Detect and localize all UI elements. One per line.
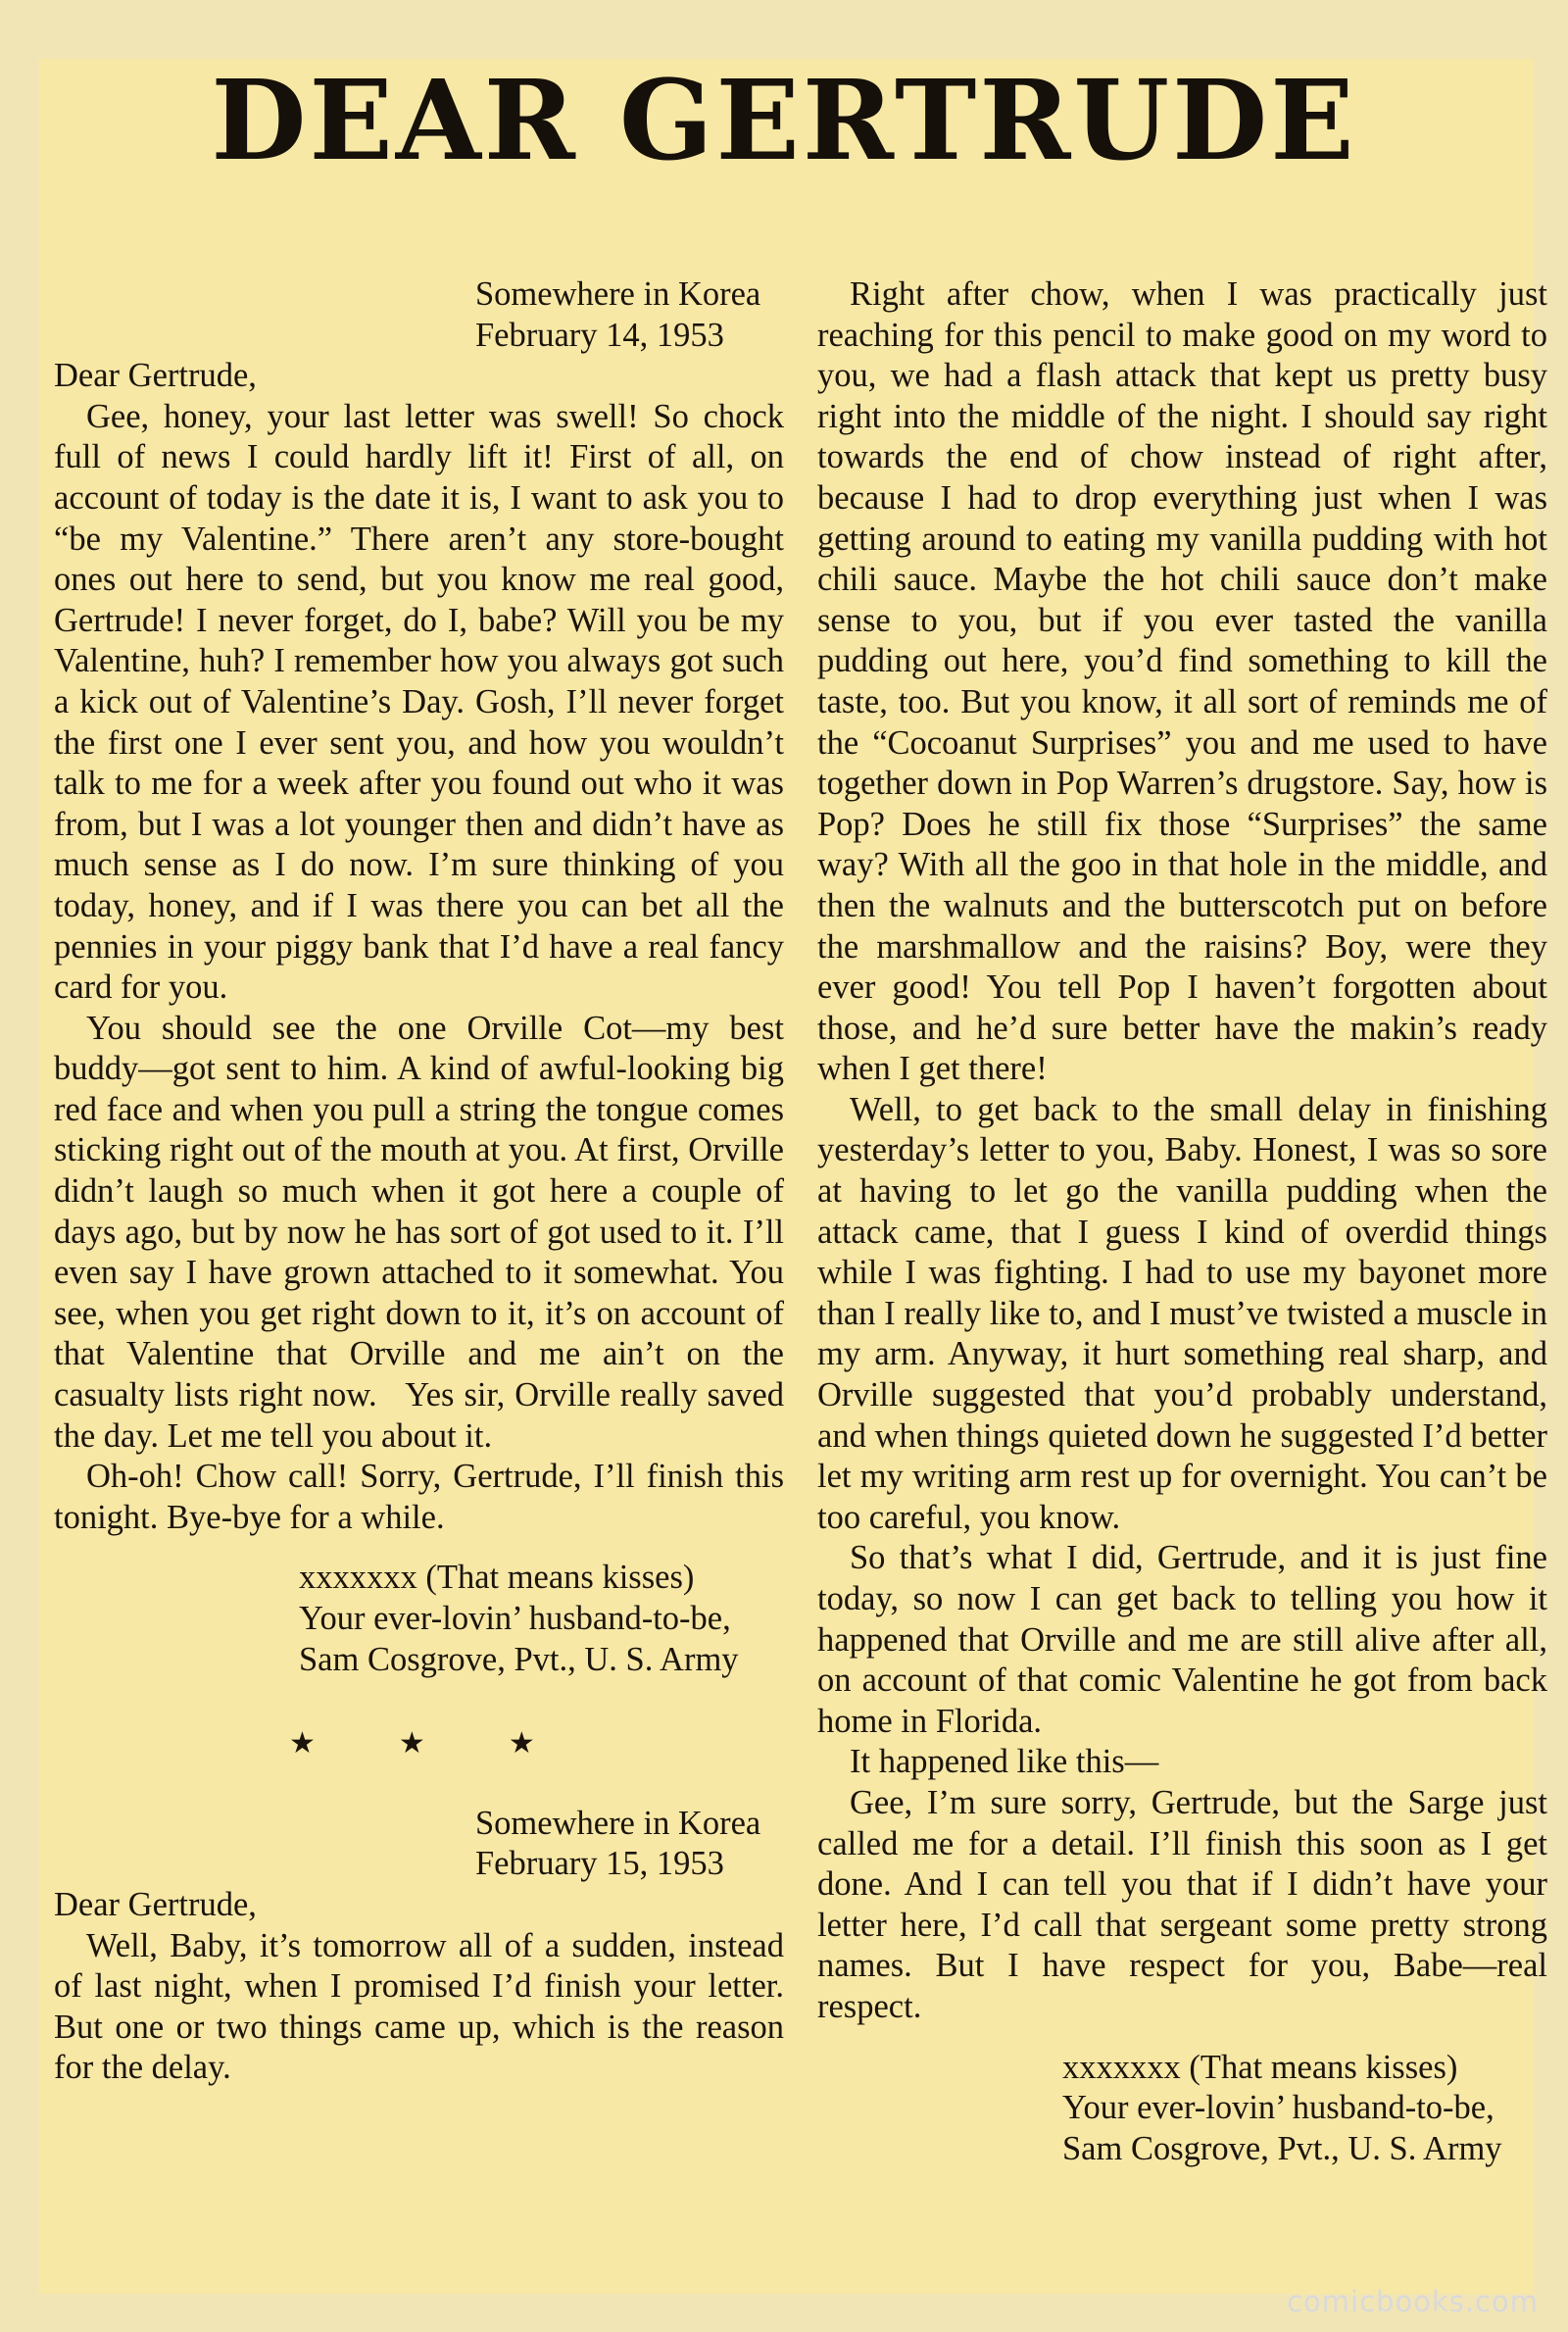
letter1-paragraph: Gee, honey, your last letter was swell! So chock full of news I could hardly lift it! First of all, on account of today is the date it is, I want to ask you to “be my Valentine.” There aren’t any store-bought ones out here to send, but you know me real good, Gertrude! I never forget, do I, babe? Will you be my Valentine, huh? I remember how you always got such a kick out of Valentine’s Day. Gosh, I’ll never forget the first one I ever sent you, and how you wouldn’t talk to me for a week after you found out who it was from, but I was a lot younger then and didn’t have as much sense as I do now. I’m sure thinking of you today, honey, and if I was there you can bet all the pennies in your piggy bank that I’d have a real fancy card for you. <box>54 397 784 1007</box>
letter2-header <box>54 1804 784 1885</box>
letter1-header <box>54 274 784 356</box>
section-separator <box>54 1723 784 1764</box>
letter2-paragraph: Gee, I’m sure sorry, Gertrude, but the Sarge just called me for a detail. I’ll finish this soon as I get done. And I can tell you that if I didn’t have your letter here, I’d call that sergeant some pretty strong names. But I have respect for you, Babe—real respect. <box>817 1783 1547 2025</box>
letter2-paragraph: So that’s what I did, Gertrude, and it is just fine today, so now I can get back to telling you how it happened that Orville and me are still alive after all, on account of that comic Valentine he got from back home in Florida. <box>817 1539 1547 1740</box>
letter2-place: Somewhere in Korea <box>475 1804 761 1842</box>
letter2-paragraph: It happened like this— <box>850 1743 1159 1781</box>
letter2-paragraph: Well, Baby, it’s tomorrow all of a sudden, instead of last night, when I promised I’d finish your letter. But one or two things came up, which is the reason for the delay. <box>54 1926 784 2087</box>
letter1-paragraph: Oh-oh! Chow call! Sorry, Gertrude, I’ll finish this tonight. Bye-bye for a while. <box>54 1458 784 1536</box>
letter2-kisses: xxxxxxx (That means kisses) <box>1062 2048 1458 2086</box>
letter2-closing: Your ever-lovin’ husband-to-be, <box>1062 2089 1494 2127</box>
letter2-date: February 15, 1953 <box>475 1845 724 1883</box>
letter1-salutation: Dear Gertrude, <box>54 357 257 395</box>
page-title: DEAR GERTRUDE <box>211 57 1357 185</box>
letter1-date: February 14, 1953 <box>475 316 724 354</box>
letter2-paragraph: Well, to get back to the small delay in finishing yesterday’s letter to you, Baby. Honest, I was so sore at having to let go the vanilla pudding when the attack came, that I guess I kind of overdid things while I was fighting. I had to use my bayonet more than I really like to, and I must’ve twisted a muscle in my arm. Anyway, it hurt something real sharp, and Orville suggested that you’d probably understand, and when things quieted down he suggested I’d better let my writing arm rest up for overnight. You can’t be too careful, you know. <box>817 1090 1547 1536</box>
letter2-paragraph: Right after chow, when I was practically just reaching for this pencil to make good on my word to you, we had a flash attack that kept us pretty busy right into the middle of the night. I should say right towards the end of chow instead of right after, because I had to drop everything just when I was getting around to eating my vanilla pudding with hot chili sauce. Maybe the hot chili sauce don’t make sense to you, but if you ever tasted the vanilla pudding out here, you’d find something to kill the taste, too. But you know, it all sort of reminds me of the “Cocoanut Surprises” you and me used to have together down in Pop Warren’s drugstore. Say, how is Pop? Does he still fix those “Surprises” the same way? With all the goo in that hole in the middle, and then the walnuts and the butterscotch put on before the marshmallow and the raisins? Boy, were they ever good! You tell Pop I haven’t forgotten about those, and he’d sure better have the makin’s ready when I get there! <box>817 275 1547 1088</box>
letter1-closing: Your ever-lovin’ husband-to-be, <box>299 1600 731 1637</box>
right-column <box>817 274 1547 2169</box>
star-icon: ★ <box>289 1727 316 1761</box>
letter1-kisses: xxxxxxx (That means kisses) <box>299 1559 695 1597</box>
star-icon: ★ <box>508 1727 535 1761</box>
letter1-paragraph: You should see the one Orville Cot—my best buddy—got sent to him. A kind of awful-looking big red face and when you pull a string the tongue comes sticking right out of the mouth at you. At first, Orville didn’t laugh so much when it got here a couple of days ago, but by now he has sort of got used to it. I’ll even say I have grown attached to it somewhat. You see, when you get right down to it, it’s on account of that Valentine that Orville and me ain’t on the casualty lists right now. Yes sir, Orville really saved the day. Let me tell you about it. <box>54 1009 784 1455</box>
letter2-signoff <box>817 2048 1547 2170</box>
letter2-signature: Sam Cosgrove, Pvt., U. S. Army <box>1062 2129 1502 2167</box>
letter1-signature: Sam Cosgrove, Pvt., U. S. Army <box>299 1640 739 1678</box>
letter1-signoff <box>54 1558 784 1680</box>
left-column <box>54 274 784 2089</box>
letter1-place: Somewhere in Korea <box>475 275 761 313</box>
letter2-salutation: Dear Gertrude, <box>54 1885 257 1923</box>
watermark: comicbooks.com <box>1287 2285 1539 2318</box>
star-icon: ★ <box>398 1727 425 1761</box>
